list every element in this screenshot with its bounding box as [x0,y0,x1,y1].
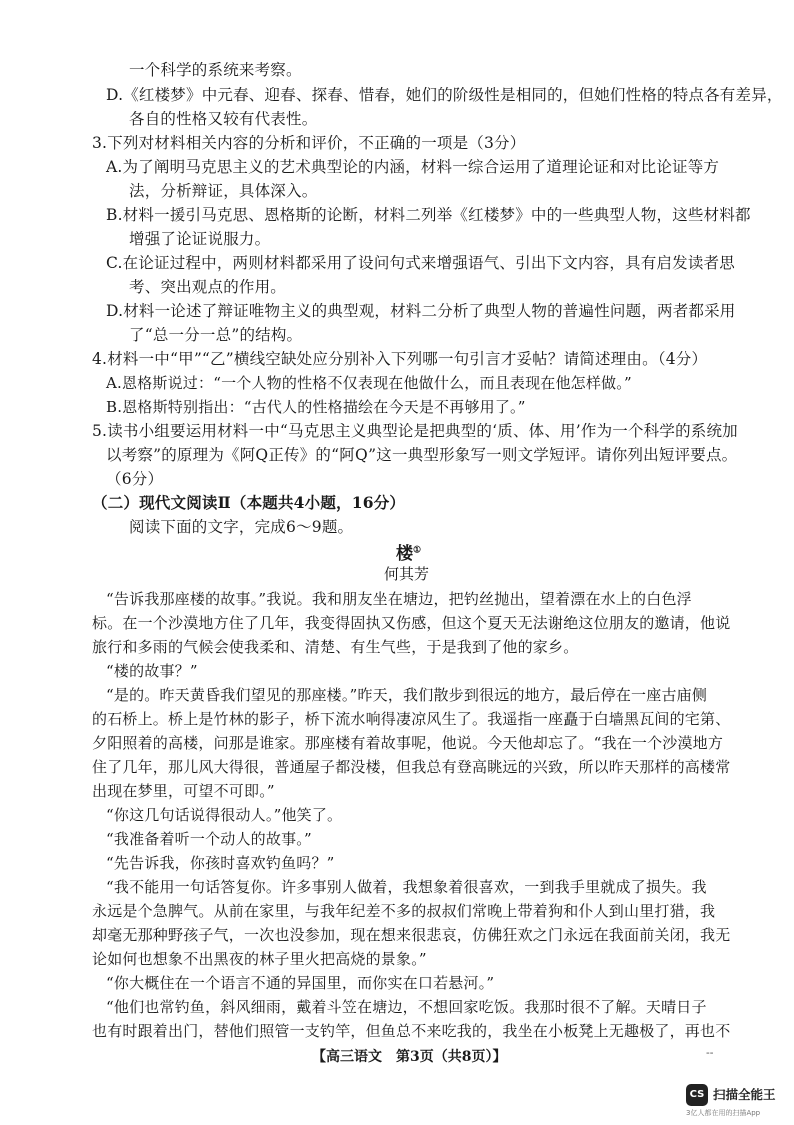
text-line: 了“总一分一总”的结构。 [129,326,303,344]
text-line: 增强了论证说服力。 [129,230,271,248]
story-line: 也有时跟着出门，替他们照管一支钓竿，但鱼总不来吃我的，我坐在小板凳上无趣极了，再也不 [92,1022,731,1040]
story-line: 旅行和多雨的气候会使我柔和、清楚、有生气些，于是我到了他的家乡。 [92,638,579,656]
story-line: 论如何也想象不出黑夜的林子里火把高烧的景象。” [92,950,427,968]
story-line: 夕阳照着的高楼，问那是谁家。那座楼有着故事呢，他说。今天他却忘了。“我在一个沙漠地方 [92,734,724,752]
text-line: 各自的性格又较有代表性。 [129,110,318,128]
text-line: 法，分析辩证，具体深入。 [129,182,318,200]
instruction-line: 阅读下面的文字，完成6～9题。 [129,518,354,536]
footer-dash: -- [706,1046,714,1059]
scanner-brand: 扫描全能王 [713,1087,776,1102]
option-line: B.材料一援引马克思、恩格斯的论断，材料二列举《红楼梦》中的一些典型人物，这些材料都 [106,206,751,224]
story-line: 却毫无那种野孩子气，一次也没参加，现在想来很悲哀，仿佛狂欢之门永远在我面前关闭，我无 [92,926,731,944]
story-title [396,539,421,564]
story-line: “我不能用一句话答复你。许多事别人做着，我想象着很喜欢，一到我手里就成了损失。我 [106,878,707,896]
story-line: “是的。昨天黄昏我们望见的那座楼。”昨天，我们散步到很远的地方，最后停在一座古庙侧 [106,686,708,704]
scanner-logo-icon: CS [686,1084,708,1106]
scanner-tagline: 3亿人都在用的扫描App [686,1109,761,1117]
story-line: “先告诉我，你孩时喜欢钓鱼吗？” [106,854,335,872]
text-line: 以考察”的原理为《阿Q正传》的“阿Q”这一典型形象写一则文学短评。请你列出短评要点。 [106,446,738,464]
option-line: B.恩格斯特别指出：“古代人的性格描绘在今天是不再够用了。” [106,398,526,416]
question-3: 3.下列对材料相关内容的分析和评价，不正确的一项是（3分） [92,134,526,152]
story-line: “楼的故事？” [106,662,198,680]
story-line: “告诉我那座楼的故事。”我说。我和朋友坐在塘边，把钓丝抛出，望着漂在水上的白色浮 [106,590,692,608]
option-line: D.材料一论述了辩证唯物主义的典型观，材料二分析了典型人物的普遍性问题，两者都采用 [106,302,736,320]
story-line: 住了几年，那儿风大得很，普通屋子都没楼，但我总有登高眺远的兴致，所以昨天那样的高楼常 [92,758,731,776]
footnote-mark: ① [413,545,422,556]
story-line: 的石桥上。桥上是竹林的影子，桥下流水响得凄凉风生了。我遥指一座矗于白墙黑瓦间的宅第、 [92,710,731,728]
story-line: “我准备着听一个动人的故事。” [106,830,312,848]
story-line: 标。在一个沙漠地方住了几年，我变得固执又伤感，但这个夏天无法谢绝这位朋友的邀请，他说 [92,614,731,632]
page-footer: 【高三语文 第3页（共8页）】 [312,1049,507,1065]
question-4: 4.材料一中“甲”“乙”横线空缺处应分别补入下列哪一句引言才妥帖？请简述理由。（4分） [92,350,708,368]
option-line: A.为了阐明马克思主义的艺术典型论的内涵，材料一综合运用了道理论证和对比论证等方 [106,158,720,176]
story-line: 出现在梦里，可望不可即。” [92,782,275,800]
story-line: “你大概住在一个语言不通的异国里，而你实在口若悬河。” [106,974,495,992]
story-line: 永远是个急脾气。从前在家里，与我年纪差不多的叔叔们常晚上带着狗和仆人到山里打猎，我 [92,902,716,920]
story-line: “你这几句话说得很动人。”他笑了。 [106,806,343,824]
option-line: A.恩格斯说过：“一个人物的性格不仅表现在他做什么，而且表现在他怎样做。” [106,374,632,392]
section-heading: （二）现代文阅读Ⅱ（本题共4小题，16分） [92,493,406,512]
story-line: “他们也常钓鱼，斜风细雨，戴着斗笠在塘边，不想回家吃饭。我那时很不了解。天晴日子 [106,998,707,1016]
story-title-text: 楼 [396,544,413,564]
text-line: （6分） [106,470,164,488]
story-author: 何其芳 [384,565,430,583]
option-line: C.在论证过程中，两则材料都采用了设问句式来增强语气、引出下文内容，具有启发读者思 [106,254,735,272]
text-line: 一个科学的系统来考察。 [129,61,302,79]
question-5: 5.读书小组要运用材料一中“马克思主义典型论是把典型的‘质、体、用’作为一个科学的系统加 [92,422,738,440]
text-line: 考、突出观点的作用。 [129,278,287,296]
option-line: D.《红楼梦》中元春、迎春、探春、惜春，她们的阶级性是相同的，但她们性格的特点各有差异， [106,86,783,104]
